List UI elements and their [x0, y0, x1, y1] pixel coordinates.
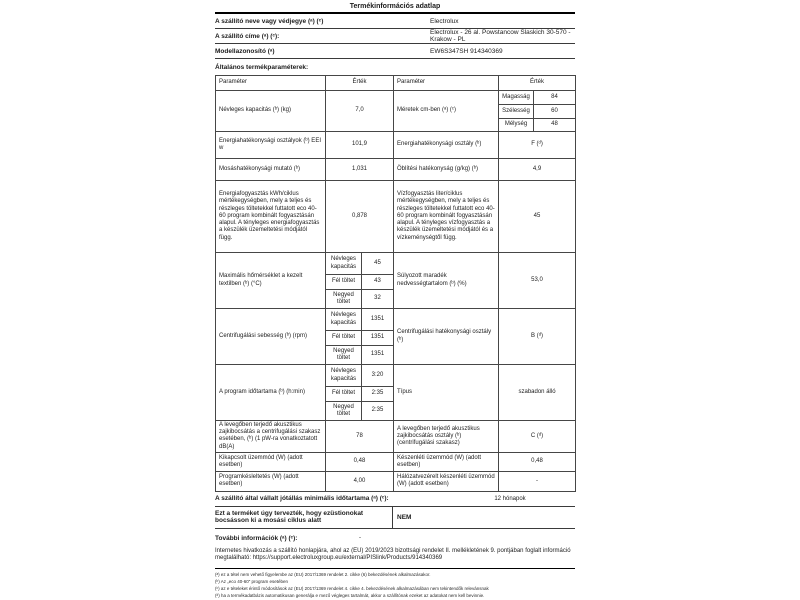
- warranty-value: 12 hónapok: [494, 495, 526, 502]
- delay-start-value: 4,00: [326, 471, 394, 491]
- section-heading: Általános termékparaméterek:: [215, 64, 309, 71]
- noise-value: 78: [326, 421, 394, 453]
- standby-label: Készenléti üzemmód (W) (adott esetben): [394, 452, 499, 471]
- capacity-label: Névleges kapacitás (ᵇ) (kg): [216, 91, 326, 132]
- spin-quarter-value: 1351: [362, 346, 394, 365]
- supplier-name-value: Electrolux: [430, 17, 459, 25]
- warranty-label: A szállító által vállalt jótállás minimális időtartama (ᵃ) (ᶜ):: [215, 495, 389, 503]
- eei-value: 101,9: [326, 132, 394, 159]
- footnote-b: (ᵇ) Az „eco 40-60” program esetében: [215, 578, 288, 584]
- spin-half-label: Fél töltet: [326, 331, 362, 346]
- max-temp-label: Maximális hőmérséklet a kezelt textilben (ᵇ) (°C): [216, 253, 326, 309]
- header-value-left: Érték: [326, 76, 394, 91]
- residual-moisture-value: 53,0: [499, 253, 576, 309]
- duration-half-value: 2:35: [362, 387, 394, 402]
- supplier-address-row: [215, 29, 575, 44]
- supplier-name-row: [215, 14, 575, 29]
- noise-class-value: C (ᵈ): [499, 421, 576, 453]
- more-info-row: [215, 529, 575, 545]
- spin-rated-label: Névleges kapacitás: [326, 309, 362, 331]
- noise-class-label: A levegőben terjedő akusztikus zajkibocsátás osztály (ᵇ) (centrifugálási szakasz): [394, 421, 499, 453]
- rinse-value: 4,9: [499, 159, 576, 181]
- supplier-address-label: A szállító címe (ᵃ) (ᶜ):: [215, 32, 280, 40]
- header-value-right: Érték: [499, 76, 576, 91]
- max-temp-quarter-value: 32: [362, 290, 394, 309]
- footnote-d: (ᵈ) ha a termékadatbázis automatikusan generálja e mező végleges tartalmát, akkor a szállítónak ezeket az adatokat nem kell bevinnie.: [215, 592, 485, 598]
- wash-index-label: Mosáshatékonysági mutató (ᵇ): [216, 159, 326, 181]
- networked-standby-value: -: [499, 471, 576, 491]
- footnote-a: (ᵃ) ez a tétel nem vehető figyelembe az (EU) 2017/1369 rendelet 2. cikke (6) bekezdésének alkalmazásakor.: [215, 571, 431, 577]
- duration-quarter-value: 2:35: [362, 402, 394, 421]
- warranty-row: [215, 492, 575, 507]
- supplier-address-value: Electrolux - 26 al. Powstancow Slaskich 30-570 - Krakow - PL: [430, 29, 571, 43]
- off-mode-value: 0,48: [326, 452, 394, 471]
- spin-rated-value: 1351: [362, 309, 394, 331]
- spin-half-value: 1351: [362, 331, 394, 346]
- dimensions-label: Méretek cm-ben (ᵃ) (ᶜ): [394, 91, 499, 132]
- silver-ions-value: NEM: [397, 513, 412, 521]
- max-temp-half-label: Fél töltet: [326, 275, 362, 290]
- spin-class-value: B (ᵈ): [499, 309, 576, 365]
- duration-rated-label: Névleges kapacitás: [326, 365, 362, 387]
- duration-quarter-label: Negyed töltet: [326, 402, 362, 421]
- more-info-value: -: [359, 534, 361, 541]
- max-temp-rated-label: Névleges kapacitás: [326, 253, 362, 275]
- water-consumption-value: 45: [499, 181, 576, 253]
- dimension-depth-label: Mélység: [499, 119, 534, 132]
- capacity-value: 7,0: [326, 91, 394, 132]
- energy-class-value: F (ᵈ): [499, 132, 576, 159]
- model-id-label: Modellazonosító (ᵃ): [215, 47, 275, 55]
- supplier-name-label: A szállító neve vagy védjegye (ᵃ) (ᶜ): [215, 17, 324, 25]
- dimension-height-value: 84: [534, 91, 576, 105]
- energy-consumption-value: 0,878: [326, 181, 394, 253]
- silver-ions-row: [215, 507, 575, 529]
- page-title: Termékinformációs adatlap: [349, 3, 441, 10]
- dimension-width-label: Szélesség: [499, 105, 534, 119]
- product-information-sheet: [215, 0, 575, 600]
- energy-consumption-label: Energiafogyasztás kWh/ciklus mértékegységben, mely a teljes és részleges töltetekkel futtatott eco 40-60 program kombinált fogyasztásán alapul. A tényleges energiafogyasztás a készülék üzemeltetési módjától függ.: [216, 181, 326, 253]
- rinse-label: Öblítési hatékonyság (g/kg) (ᵇ): [394, 159, 499, 181]
- duration-label: A program időtartama (ᵇ) (h:min): [216, 365, 326, 421]
- water-consumption-label: Vízfogyasztás liter/ciklus mértékegységben, mely a teljes és részleges töltetekkel futtatott eco 40-60 program kombinált fogyasztásán alapul. A tényleges vízfogyasztás a készülék üzemeltetési módjától és a vízkeménységtől függ.: [394, 181, 499, 253]
- energy-class-label: Energiahatékonysági osztály (ᵇ): [394, 132, 499, 159]
- spin-class-label: Centrifugálási hatékonysági osztály (ᵇ): [394, 309, 499, 365]
- duration-half-label: Fél töltet: [326, 387, 362, 402]
- max-temp-rated-value: 45: [362, 253, 394, 275]
- footnotes: [215, 569, 575, 600]
- type-value: szabadon álló: [499, 365, 576, 421]
- spin-quarter-label: Negyed töltet: [326, 346, 362, 365]
- type-label: Típus: [394, 365, 499, 421]
- noise-label: A levegőben terjedő akusztikus zajkibocsátás a centrifugálási szakasz esetében, (ᵇ) (1 pW-ra vonatkoztatott dB(A): [216, 421, 326, 453]
- dimension-width-value: 60: [534, 105, 576, 119]
- header-param-right: Paraméter: [394, 76, 499, 91]
- model-id-row: [215, 44, 575, 59]
- parameters-table: [215, 75, 576, 492]
- wash-index-value: 1,031: [326, 159, 394, 181]
- max-temp-quarter-label: Negyed töltet: [326, 290, 362, 309]
- standby-value: 0,48: [499, 452, 576, 471]
- more-info-label: További információk (ᵃ) (ᶜ):: [215, 534, 298, 542]
- spin-speed-label: Centrifugálási sebesség (ᵇ) (rpm): [216, 309, 326, 365]
- supplier-website-link[interactable]: Internetes hivatkozás a szállító honlapjára, ahol az (EU) 2019/2023 bizottsági rendelet II. mellékletének 9. pontjában foglalt információ megtalálható: https://support.electroluxgroup.eu/external/PISlink/Products/914340369: [215, 547, 571, 562]
- off-mode-label: Kikapcsolt üzemmód (W) (adott esetben): [216, 452, 326, 471]
- header-param-left: Paraméter: [216, 76, 326, 91]
- silver-ions-label: Ezt a terméket úgy tervezték, hogy ezüstionokat bocsásson ki a mosási ciklus alatt: [215, 507, 393, 528]
- eei-label: Energiahatékonysági osztályok (ᵇ) EEI w: [216, 132, 326, 159]
- networked-standby-label: Hálózatvezérelt készenléti üzemmód (W) (adott esetben): [394, 471, 499, 491]
- max-temp-half-value: 43: [362, 275, 394, 290]
- model-id-value: EW6S347SH 914340369: [430, 47, 503, 55]
- duration-rated-value: 3:20: [362, 365, 394, 387]
- dimension-depth-value: 48: [534, 119, 576, 132]
- delay-start-label: Programkésleltetés (W) (adott esetben): [216, 471, 326, 491]
- residual-moisture-label: Súlyozott maradék nedvességtartalom (ᵇ) (%): [394, 253, 499, 309]
- footnote-c: (ᶜ) az e tételeket érintő módosítások az (EU) 2017/1369 rendelet 4. cikke 4. bekezdésének alkalmazásában nem tekintendők relevánsnak: [215, 585, 489, 591]
- dimension-height-label: Magasság: [499, 91, 534, 105]
